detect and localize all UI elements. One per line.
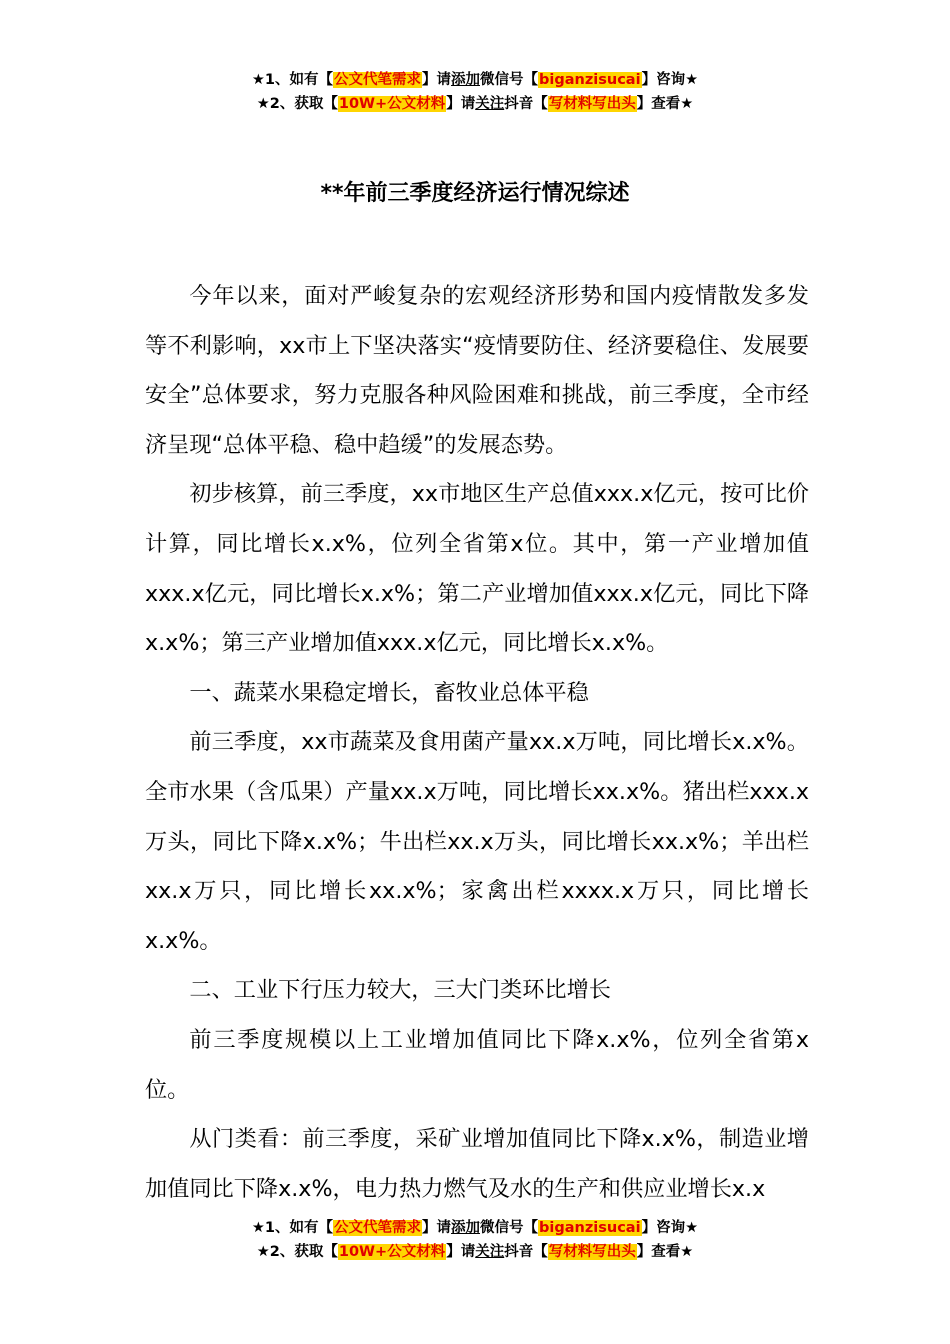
banner-highlight: 10W+公文材料 — [338, 1244, 446, 1260]
banner-text: 微信号【 — [480, 1220, 539, 1236]
document-title: **年前三季度经济运行情况综述 — [320, 181, 630, 206]
banner-line-2 — [0, 1240, 950, 1264]
banner-line-2 — [0, 92, 950, 116]
paragraph-intro: 今年以来，面对严峻复杂的宏观经济形势和国内疫情散发多发等不利影响，xx市上下坚决落实“疫情要防住、经济要稳住、发展要安全”总体要求，努力克服各种风险困难和挑战，前三季度，全市经济呈现“总体平稳、稳中趋缓”的发展态势。 — [145, 283, 809, 458]
banner-line-1 — [0, 1216, 950, 1240]
banner-text: ★1、如有【 — [251, 72, 334, 88]
banner-underline: 添加 — [451, 1220, 481, 1236]
banner-highlight: 公文代笔需求 — [334, 72, 422, 88]
banner-text: 】查看★ — [636, 1244, 694, 1260]
banner-text: 】咨询★ — [641, 1220, 699, 1236]
paragraph-industry-categories: 从门类看：前三季度，采矿业增加值同比下降x.x%，制造业增加值同比下降x.x%，电力热力燃气及水的生产和供应业增长x.x — [145, 1126, 809, 1202]
paragraph-agriculture: 前三季度，xx市蔬菜及食用菌产量xx.x万吨，同比增长x.x%。全市水果（含瓜果）产量xx.x万吨，同比增长xx.x%。猪出栏xxx.x万头，同比下降x.x%；牛出栏xx.x万头，同比增长xx.x%；羊出栏xx.x万只，同比增长xx.x%；家禽出栏xxxx.x万只，同比增长x.x%。 — [145, 729, 809, 954]
banner-text: ★2、获取【 — [256, 96, 338, 112]
banner-highlight: biganzisucai — [539, 1220, 641, 1236]
banner-underline: 关注 — [475, 96, 505, 112]
banner-text: 】咨询★ — [641, 72, 699, 88]
banner-line-1 — [0, 68, 950, 92]
banner-text: 】请 — [422, 72, 452, 88]
banner-highlight: 10W+公文材料 — [338, 96, 446, 112]
banner-text: ★2、获取【 — [256, 1244, 338, 1260]
banner-text: 抖音【 — [504, 1244, 548, 1260]
document-body — [145, 272, 809, 1214]
banner-highlight: biganzisucai — [539, 72, 641, 88]
header-banner — [0, 68, 950, 116]
footer-banner — [0, 1216, 950, 1264]
banner-highlight: 写材料写出头 — [548, 1244, 636, 1260]
banner-text: 】请 — [446, 1244, 476, 1260]
banner-highlight: 写材料写出头 — [548, 96, 636, 112]
banner-text: 】查看★ — [636, 96, 694, 112]
banner-text: 】请 — [446, 96, 476, 112]
paragraph-gdp: 初步核算，前三季度，xx市地区生产总值xxx.x亿元，按可比价计算，同比增长x.x%，位列全省第x位。其中，第一产业增加值xxx.x亿元，同比增长x.x%；第二产业增加值xxx.x亿元，同比下降x.x%；第三产业增加值xxx.x亿元，同比增长x.x%。 — [145, 481, 809, 657]
banner-underline: 关注 — [475, 1244, 505, 1260]
banner-text: 】请 — [422, 1220, 452, 1236]
banner-text: ★1、如有【 — [251, 1220, 334, 1236]
section-heading-agriculture: 一、蔬菜水果稳定增长，畜牧业总体平稳 — [189, 679, 589, 706]
banner-text: 抖音【 — [504, 96, 548, 112]
banner-highlight: 公文代笔需求 — [334, 1220, 422, 1236]
banner-text: 微信号【 — [480, 72, 539, 88]
section-heading-industry: 二、工业下行压力较大，三大门类环比增长 — [189, 977, 611, 1004]
paragraph-industry: 前三季度规模以上工业增加值同比下降x.x%，位列全省第x位。 — [145, 1026, 809, 1103]
banner-underline: 添加 — [451, 72, 481, 88]
